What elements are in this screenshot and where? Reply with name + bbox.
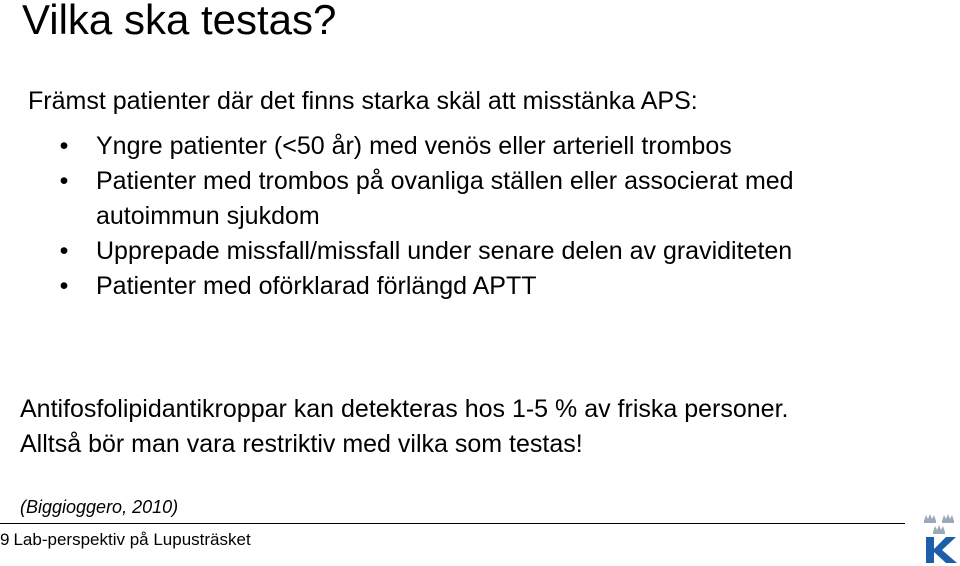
bullet-text: Upprepade missfall/missfall under senare delen av graviditeten [96,237,793,265]
bullet-list [58,129,918,304]
bullet-glyph: • [59,272,69,300]
bullet-item [58,164,918,234]
statement-line: Antifosfolipidantikroppar kan detekteras hos 1-5 % av friska personer. [20,395,789,423]
statement-line: Alltså bör man vara restriktiv med vilka som testas! [20,430,583,458]
crown-icon [933,525,945,534]
karolinska-logo-icon [918,508,960,564]
citation: (Biggioggero, 2010) [20,497,179,517]
bullet-text: Patienter med trombos på ovanliga ställen eller associerat med autoimmun sjukdom [96,167,794,230]
footer-label [0,529,255,551]
bullet-text: Patienter med oförklarad förlängd APTT [96,272,537,300]
bullet-item [58,129,918,164]
bullet-item [58,269,918,304]
bullet-text: Yngre patienter (<50 år) med venös eller arteriell trombos [96,132,732,160]
bullet-glyph: • [59,237,69,265]
footer-divider [0,523,905,524]
bullet-glyph: • [59,167,69,195]
k-letter-icon [926,537,957,563]
crown-icon [942,514,954,523]
crown-icon [924,514,936,523]
statement-block [20,392,788,462]
footer-title: Lab-perspektiv på Lupusträsket [13,530,251,549]
bullet-glyph: • [59,132,69,160]
slide-title: Vilka ska testas? [22,0,337,43]
bullet-item [58,234,918,269]
page-number: 9 [0,530,10,549]
intro-text: Främst patienter där det finns starka skäl att misstänka APS: [28,87,698,115]
